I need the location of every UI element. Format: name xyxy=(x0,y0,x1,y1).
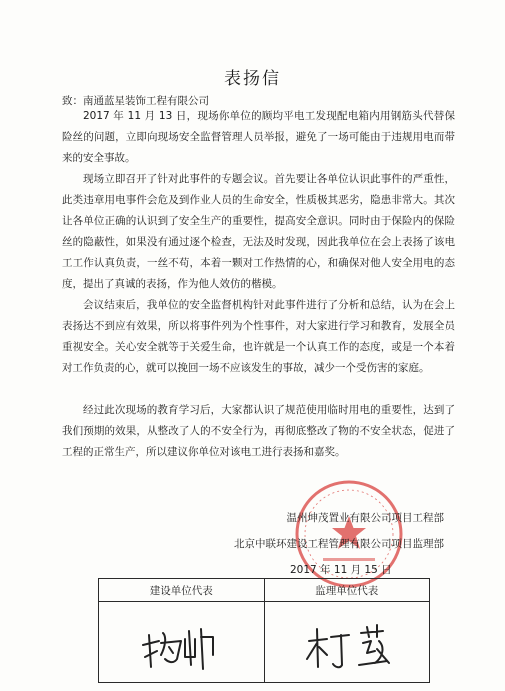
supervisor-rep-handwritten-signature xyxy=(287,607,407,677)
owner-rep-handwritten-signature xyxy=(121,607,241,677)
header-owner-rep: 建设单位代表 xyxy=(99,579,265,602)
representative-signature-row xyxy=(99,602,430,683)
paragraph-2: 现场立即召开了针对此事件的专题会议。首先要让各单位认识此事件的严重性，此类违章用电事件会危及到作业人员的生命安全，性质极其恶劣，隐患非常大。其次让各单位正确的认识到了安全生产的重要性，提高安全意识。同时由于保险内的保险丝的隐蔽性，如果没有通过逐个检查，无法及时发现，因此我单位在会上表扬了该电工工作认真负责，一丝不苟，本着一颗对工作热情的心，和确保对他人安全用电的态度，提出了真诚的表扬，作为他人效仿的楷模。 xyxy=(62,173,455,290)
salutation: 致：南通蓝星装饰工程有限公司 xyxy=(62,95,209,107)
letter-title: 表扬信 xyxy=(224,69,281,89)
header-supervisor-rep: 监理单位代表 xyxy=(264,579,430,602)
supervisor-rep-signature-cell xyxy=(264,602,430,683)
paragraph-1: 2017 年 11 月 13 日，现场你单位的顾均平电工发现配电箱内用钢筋头代替保险丝的问题，立即向现场安全监督管理人员举报，避免了一场可能由于违规用电而带来的安全事故。 xyxy=(62,110,455,164)
paragraph-3: 会议结束后，我单位的安全监督机构针对此事件进行了分析和总结，认为在会上表扬达不到应有效果，所以将事件列为个性事件，对大家进行学习和教育，发展全员重视安全。关心安全就等于关爱生命，也许就是一个认真工作的态度，或是一个本着对工作负责的心，就可以挽回一场不应该发生的事故，减少一个受伤害的家庭。 xyxy=(62,299,455,374)
signatory-owner: 温州坤茂置业有限公司项目工程部 xyxy=(286,512,444,524)
signing-date: 2017 年 11 月 15 日 xyxy=(290,564,392,576)
representative-header-row xyxy=(99,579,430,602)
owner-rep-signature-cell xyxy=(99,602,265,683)
paragraph-4: 经过此次现场的教育学习后，大家都认识了规范使用临时用电的重要性，达到了我们预期的效果，从整改了人的不安全行为，再彻底整改了物的不安全状态，促进了工程的正常生产，所以建议你单位对该电工进行表扬和嘉奖。 xyxy=(62,404,455,458)
representative-table xyxy=(98,578,430,683)
signatory-supervisor: 北京中联环建设工程管理有限公司项目监理部 xyxy=(234,538,444,550)
